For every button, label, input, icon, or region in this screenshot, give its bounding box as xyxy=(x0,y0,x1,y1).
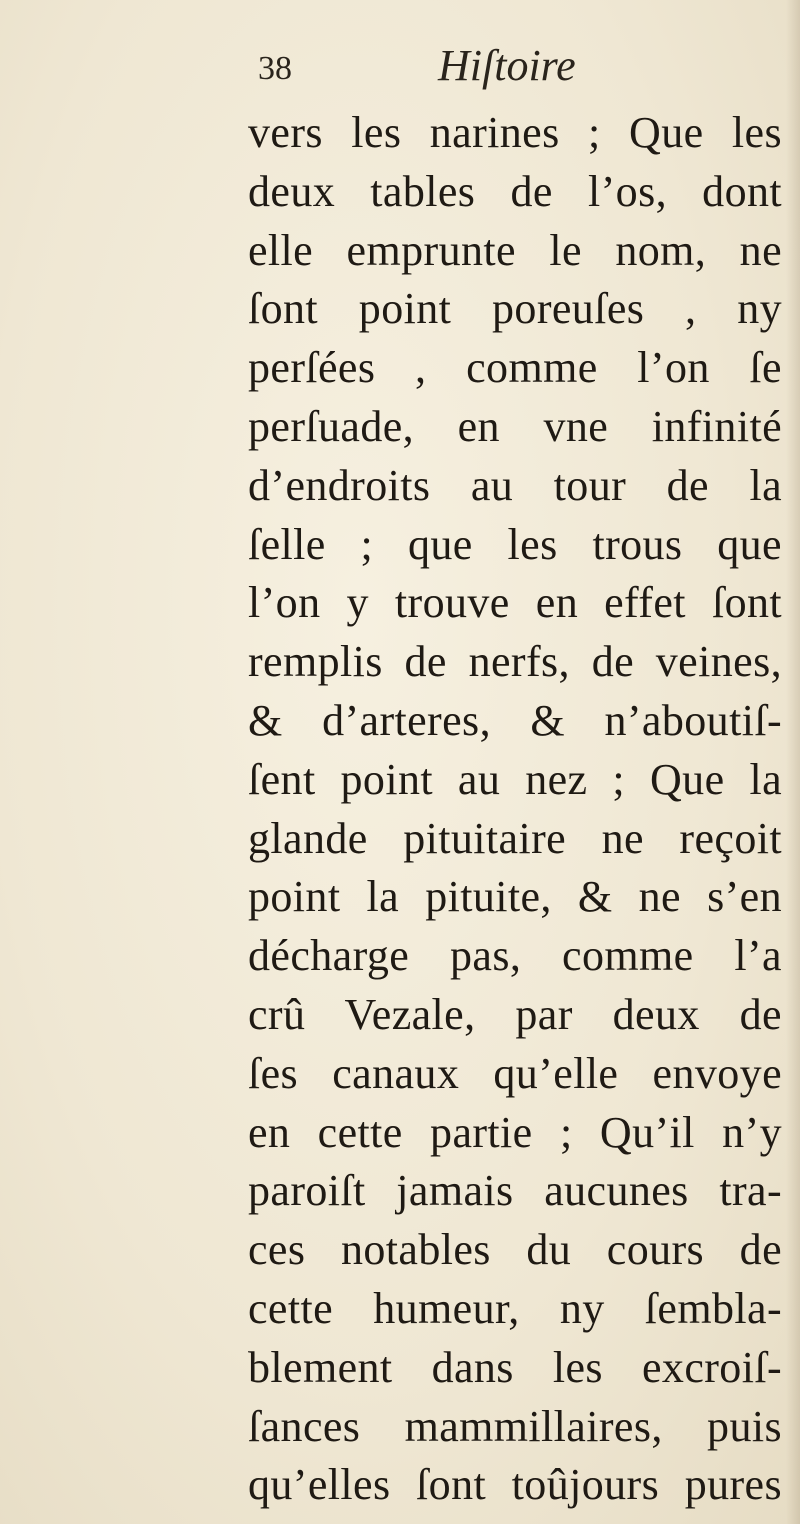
text-line: cette humeur, ny ſembla- xyxy=(248,1283,782,1333)
text-line: perſées , comme l’on ſe xyxy=(248,343,782,393)
text-line: ſes canaux qu’elle envoye xyxy=(248,1048,782,1098)
text-line: glande pituitaire ne reçoit xyxy=(248,813,782,863)
text-line: point la pituite, & ne s’en xyxy=(248,872,782,922)
text-line: blement dans les excroiſ- xyxy=(248,1342,782,1392)
text-line: & d’arteres, & n’aboutiſ- xyxy=(248,695,782,745)
text-line: d’endroits au tour de la xyxy=(248,460,782,510)
text-line: perſuade, en vne infinité xyxy=(248,401,782,451)
text-line: deux tables de l’os, dont xyxy=(248,166,782,216)
page-edge-shadow xyxy=(786,0,800,1524)
text-line: elle emprunte le nom, ne xyxy=(248,225,782,275)
text-line: ſances mammillaires, puis xyxy=(248,1401,782,1451)
text-line: qu’elles ſont toûjours pures xyxy=(248,1460,782,1510)
text-line: crû Vezale, par deux de xyxy=(248,989,782,1039)
text-line: paroiſt jamais aucunes tra- xyxy=(248,1166,782,1216)
text-line: ſont point poreuſes , ny xyxy=(248,284,782,334)
text-line: ces notables du cours de xyxy=(248,1225,782,1275)
page-number: 38 xyxy=(258,50,292,87)
text-line: l’on y trouve en effet ſont xyxy=(248,578,782,628)
text-line: ſent point au nez ; Que la xyxy=(248,754,782,804)
text-line: ſelle ; que les trous que xyxy=(248,519,782,569)
text-line: en cette partie ; Qu’il n’y xyxy=(248,1107,782,1157)
text-line: décharge pas, comme l’a xyxy=(248,931,782,981)
text-line: vers les narines ; Que les xyxy=(248,108,782,157)
running-title: Hiſtoire xyxy=(438,41,576,90)
body-text xyxy=(248,104,782,1515)
text-line: remplis de nerfs, de veines, xyxy=(248,637,782,687)
page-header xyxy=(258,40,678,100)
